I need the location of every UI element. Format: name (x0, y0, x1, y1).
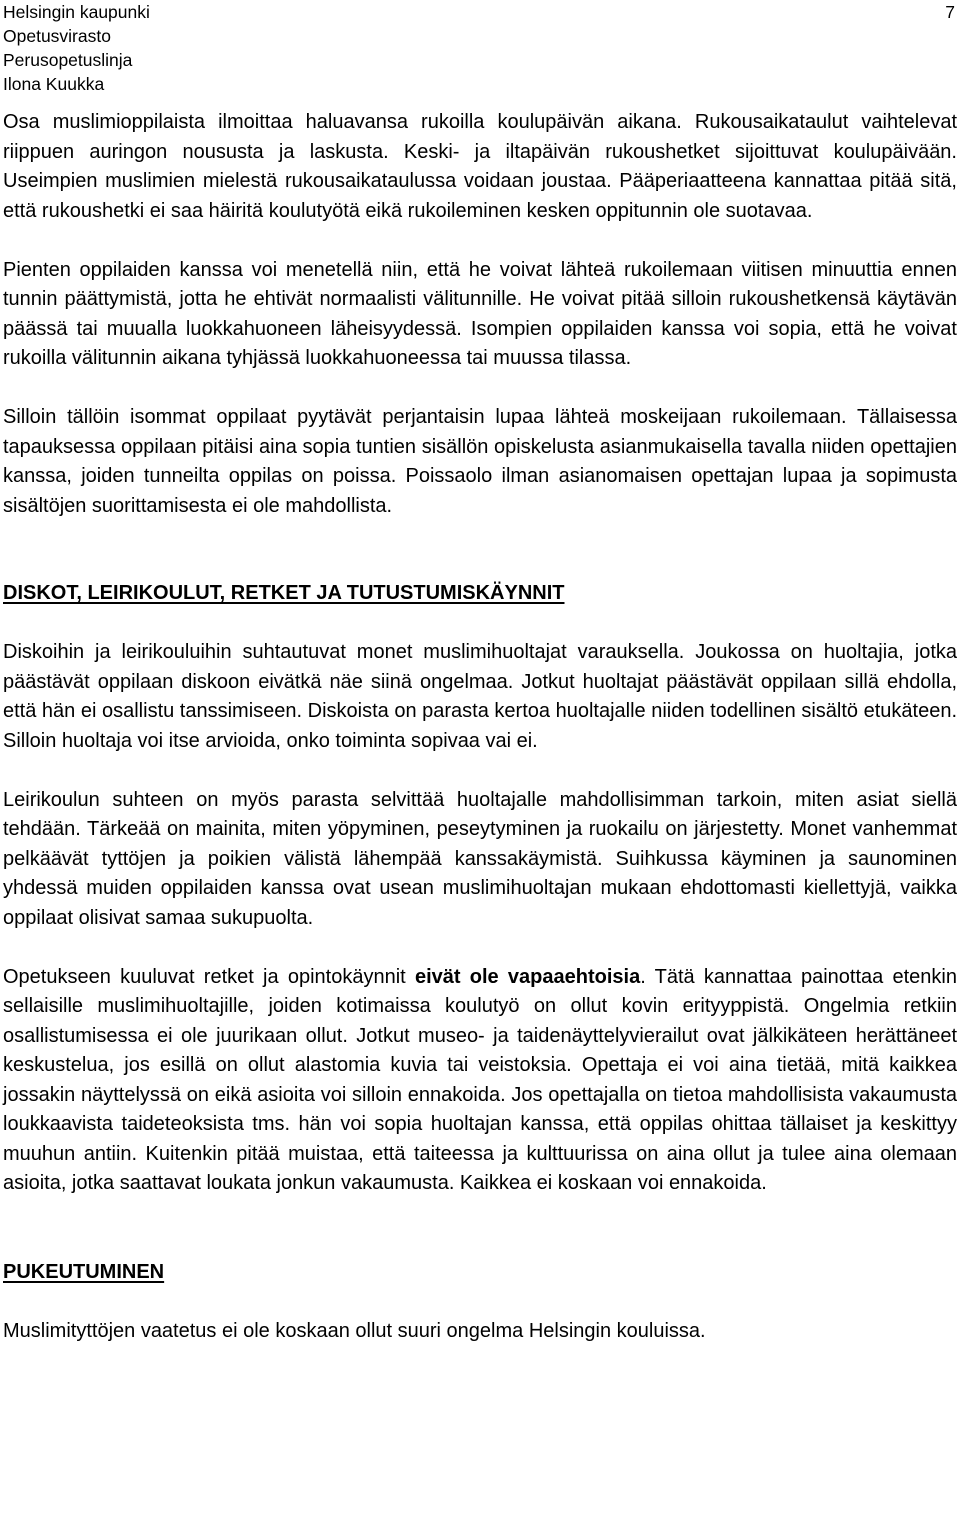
paragraph-prayer-times: Osa muslimioppilaista ilmoittaa haluavansa rukoilla koulupäivän aikana. Rukousaikataulut vaihtelevat riippuen auringon noususta ja laskusta. Keski- ja iltapäivän rukoushetket sijoittuvat koulupäivään. Useimpien muslimien mielestä rukousaikataulussa voidaan joustaa. Pääperiaatteena kannattaa pitää sitä, että rukoushetki ei saa häiritä koulutyötä eikä rukoileminen kesken oppitunnin ole suotavaa. (3, 111, 957, 222)
page-header (3, 0, 957, 96)
section-heading-discos-camps: DISKOT, LEIRIKOULUT, RETKET JA TUTUSTUMISKÄYNNIT (3, 582, 565, 604)
paragraph-clothing: Muslimityttöjen vaatetus ei ole koskaan ollut suuri ongelma Helsingin kouluissa. (3, 1319, 706, 1342)
header-unit: Perusopetuslinja (3, 50, 133, 70)
header-author: Ilona Kuukka (3, 74, 105, 94)
section-heading-clothing: PUKEUTUMINEN (3, 1260, 165, 1283)
paragraph-excursions (3, 963, 957, 1199)
header-dept: Opetusvirasto (3, 26, 111, 46)
excursions-text-end: . Tätä kannattaa painottaa etenkin sellaisille muslimihuoltajille, joiden kotimaissa koulutyö on ollut kovin erityyppistä. Ongelmia retkiin osallistumisessa ei ole juurikaan ollut. Jotkut museo- ja taidenäyttelyvierailut ovat jälkikäteen herättäneet keskustelua, jos esillä on ollut alastomia kuvia tai veistoksia. Opettaja ei voi aina tietää, mitä kaikkea jossakin näyttelyssä on eikä asioita voi silloin ennakoida. Jos opettajalla on tietoa mahdollisista vakaumusta loukkaavista taideteoksista tms. hän voi sopia huoltajan kanssa, että oppilas ohittaa tällaiset ja keskittyy muuhun antiin. Kuitenkin pitää muistaa, että taiteessa ja kulttuurissa on aina ollut ja tulee aina olemaan asioita, jotka saattavat loukata jonkun vakaumusta. Kaikkea ei koskaan voi ennakoida. (3, 965, 957, 1194)
header-org: Helsingin kaupunki (3, 2, 150, 22)
paragraph-young-students: Pienten oppilaiden kanssa voi menetellä niin, että he voivat lähteä rukoilemaan viitisen minuuttia ennen tunnin päättymistä, jotta he ehtivät normaalisti välitunnille. He voivat pitää silloin rukoushetkensä käytävän päässä tai muualla luokkahuoneen läheisyydessä. Isompien oppilaiden kanssa voi sopia, että he voivat rukoilla välitunnin aikana tyhjässä luokkahuoneessa tai muussa tilassa. (3, 258, 957, 369)
paragraph-camp-school: Leirikoulun suhteen on myös parasta selvittää huoltajalle mahdollisimman tarkoin, miten asiat siellä tehdään. Tärkeää on mainita, miten yöpyminen, peseytyminen ja ruokailu on järjestetty. Monet vanhemmat pelkäävät tyttöjen ja poikien välistä lähempää kanssakäymistä. Suihkussa käyminen ja saunominen yhdessä muiden oppilaiden kanssa ovat usean muslimihuoltajan mukaan ehdottomasti kiellettyjä, vaikka oppilaat olisivat samaa sukupuolta. (3, 788, 957, 929)
paragraph-discos: Diskoihin ja leirikouluihin suhtautuvat monet muslimihuoltajat varauksella. Joukossa on huoltajia, jotka päästävät oppilaan diskoon eivätkä näe siinä ongelmaa. Jotkut huoltajat päästävät oppilaan sillä ehdolla, että hän ei osallistu tanssimiseen. Diskoista on parasta kertoa huoltajalle niiden todellinen sisältö etukäteen. Silloin huoltaja voi itse arvioida, onko toiminta sopivaa vai ei. (3, 641, 957, 752)
excursions-emphasis: eivät ole vapaaehtoisia (414, 965, 641, 988)
page-number: 7 (945, 2, 955, 22)
excursions-text-start: Opetukseen kuuluvat retket ja opintokäynnit (3, 965, 415, 988)
paragraph-friday-mosque: Silloin tällöin isommat oppilaat pyytävät perjantaisin lupaa lähteä moskeijaan rukoilemaan. Tällaisessa tapauksessa oppilaan pitäisi aina sopia tuntien sisällön opiskelusta asianmukaisella tavalla niiden opettajien kanssa, joiden tunneilta oppilas on poissa. Poissaolo ilman asianomaisen opettajan lupaa ja sopimusta sisältöjen suorittamisesta ei ole mahdollista. (3, 406, 957, 517)
